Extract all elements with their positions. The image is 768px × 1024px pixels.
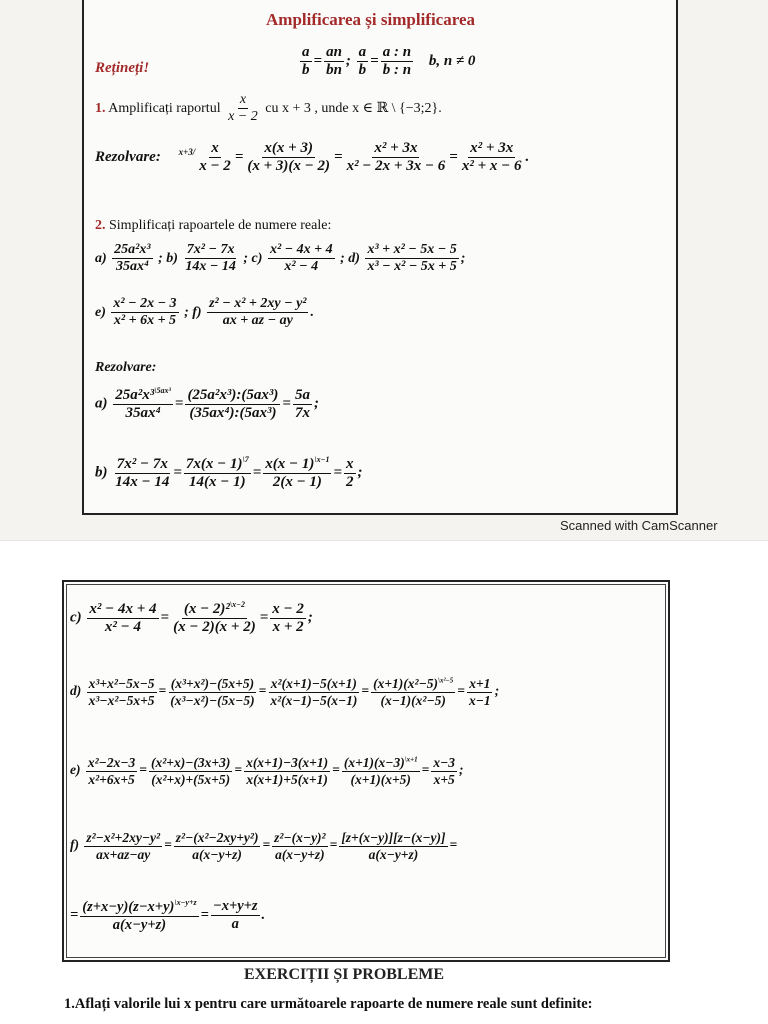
solution-f-continued: = $\frac{(z+x-y)(z-x+y)^{\backslash x-y+z}}{a(x-y+z)}$ = $\frac{-x+y+z}{a}$ . [70,898,266,933]
rezolvare-1: Rezolvare: $^{x+3/}$ $\frac{x}{x - 2}$ = $\frac{x(x + 3)}{(x + 3)(x - 2)}$ = $\frac{\text{x² + 3x}}{\text{x² − 2x + 3x − 6}}$ = $\frac{\text{x² + 3x}}{\text{x² + x − 6}}$ . [95,140,530,175]
solution-e: e) $\frac{\text{x²−2x−3}}{\text{x²+6x+5}}$ = $\frac{\text{(x²+x)−(3x+3)}}{\text{(x²+x)+(5x+5)}}$ = $\frac{x(x+1)-3(x+1)}{x(x+1)+5(x+1)}$ = $\frac{(x+1)(x-3)^{\backslash x+1}}{(x+1)(x+5)}$ = $\frac{x-3}{x+5}$ ; [70,755,464,787]
solution-f: f) $\frac{\text{z²−x²+2xy−y²}}{ax+az-ay}$ = $\frac{\text{z²−(x²−2xy+y²)}}{a(x-y+z)}$ = $\frac{\text{z²−(x−y)²}}{a(x-y+z)}$ = $\frac{[z+(x-y)][z-(x-y)]}{a(x-y+z)}$ = [70,830,458,862]
solution-d: d) $\frac{\text{x³+x²−5x−5}}{\text{x³−x²−5x+5}}$ = $\frac{\text{(x³+x²)−(5x+5)}}{\text{(x³−x²)−(5x−5)}}$ = $\frac{\text{x²(x+1)−5(x+1)}}{\text{x²(x−1)−5(x−1)}}$ = $\frac{(x+1)(x^2-5)^{\backslash x^2-5}}{\text{(x−1)(x²−5)}}$ = $\frac{x+1}{x-1}$ ; [70,676,500,708]
exercise-2-row-2: e) $\frac{\text{x² − 2x − 3}}{\text{x² + 6x + 5}}$ ; f) $\frac{\text{z² − x² + 2xy − y²}}{ax + az - ay}$ . [95,296,314,329]
exercise-1: 1. Amplificați raportul $\frac{x}{x - 2}$ cu x + 3 , unde x ∈ ℝ \ {−3;2}. [95,92,442,125]
retineti-label: Rețineți! [95,60,150,76]
problem-1: 1.Aflați valorile lui x pentru care următoarele rapoarte de numere reale sunt definite: [64,996,593,1012]
exercise-2-row-1: a) $\frac{\text{25a²x³}}{\text{35ax⁴}}$ ; b) $\frac{\text{7x² − 7x}}{14x - 14}$ ; c) $\frac{\text{x² − 4x + 4}}{\text{x² − 4}}$ ; d) $\frac{\text{x³ + x² − 5x − 5}}{\text{x³ − x² − 5x + 5}}$ ; [95,242,466,275]
exercise-2: 2. Simplificați rapoartele de numere reale: [95,218,332,233]
page-separator [0,540,768,541]
solution-a: a) $\frac{25a^2x^3^{\backslash 5ax^3}}{\text{35ax⁴}}$ = $\frac{\text{(25a²x³):(5ax³)}}{\text{(35ax⁴):(5ax³)}}$ = $\frac{5a}{7x}$ ; [95,386,319,422]
page-title: Amplificarea și simplificarea [266,10,476,29]
simplification-rule: $\frac{a}{b}$ = $\frac{an}{bn}$ ; $\frac{a}{b}$ = $\frac{a : n}{b : n}$ b, n ≠ 0 [302,44,476,79]
camscanner-watermark: Scanned with CamScanner [560,518,718,533]
rezolvare-2-label: Rezolvare: [95,360,157,375]
section-title: EXERCIȚII ȘI PROBLEME [244,966,445,983]
solution-b: b) $\frac{\text{7x² − 7x}}{14x - 14}$ = $\frac{7x(x - 1)^{\backslash 7}}{14(x - 1)}$ = $\frac{x(x - 1)^{\backslash x-1}}{2(x - 1)}$ = $\frac{x}{2}$ ; [95,455,363,491]
solution-c: c) $\frac{\text{x² − 4x + 4}}{\text{x² − 4}}$ = $\frac{(x - 2)^2^{\backslash x-2}}{(x - 2)(x + 2)}$ = $\frac{x - 2}{x + 2}$ ; [70,600,313,636]
